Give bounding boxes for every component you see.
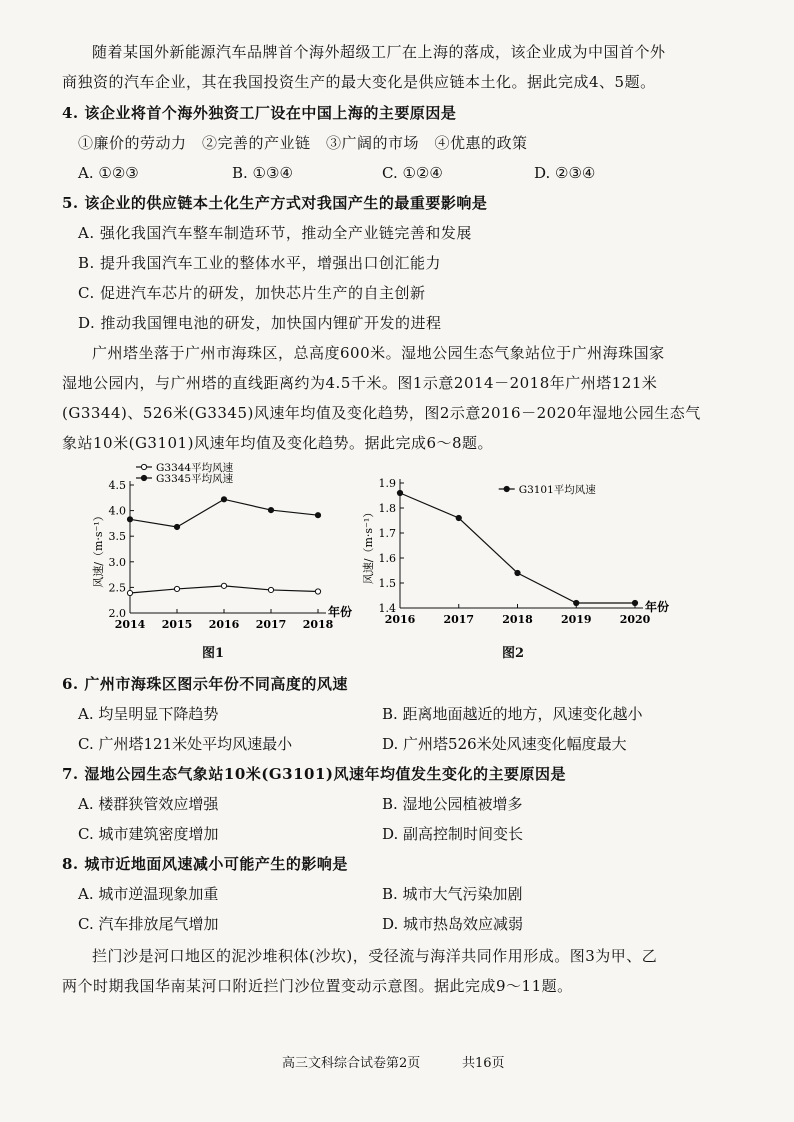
x-tick-label: 2017 (255, 618, 287, 631)
question-7-option-b: B. 湿地公园植被增多 (382, 795, 523, 813)
intro-paragraph-2-line-1: 广州塔坐落于广州市海珠区，总高度600米。湿地公园生态气象站位于广州海珠国家 (92, 344, 665, 362)
data-point (127, 590, 132, 595)
intro-paragraph-2-line-3: (G3344)、526米(G3345)风速年均值及变化趋势，图2示意2016－2020年湿地公园生态气 (62, 404, 701, 422)
x-tick-label: 2017 (443, 613, 475, 626)
figure-2-caption: 图2 (502, 646, 525, 661)
figure-2-chart (362, 465, 685, 635)
question-4-option-d: D. ②③④ (534, 164, 596, 182)
y-axis-label: 风速/（m·s⁻¹） (92, 510, 105, 588)
legend-marker (504, 486, 509, 491)
x-tick-label: 2020 (619, 613, 651, 626)
question-5-option-b: B. 提升我国汽车工业的整体水平，增强出口创汇能力 (78, 254, 442, 272)
y-tick-label: 1.8 (378, 502, 396, 515)
y-tick-label: 1.5 (378, 577, 396, 590)
question-8-option-b: B. 城市大气污染加剧 (382, 885, 523, 903)
question-7-option-c: C. 城市建筑密度增加 (78, 825, 219, 843)
x-axis-label: 年份 (328, 605, 353, 619)
footer-page-number: 高三文科综合试卷第2页 (282, 1056, 421, 1071)
x-tick-label: 2019 (560, 613, 592, 626)
footer-total-pages: 共16页 (462, 1056, 505, 1071)
question-6-stem: 6. 广州市海珠区图示年份不同高度的风速 (62, 675, 348, 693)
x-tick-label: 2018 (502, 613, 533, 626)
data-point (268, 507, 273, 512)
question-7-option-d: D. 副高控制时间变长 (382, 825, 524, 843)
intro-paragraph-3-line-2: 两个时期我国华南某河口附近拦门沙位置变动示意图。据此完成9～11题。 (62, 977, 573, 995)
data-point (456, 515, 461, 520)
intro-paragraph-2-line-2: 湿地公园内，与广州塔的直线距离约为4.5千米。图1示意2014－2018年广州塔121米 (62, 374, 658, 392)
question-6-option-a: A. 均呈明显下降趋势 (78, 705, 219, 723)
series-line (400, 493, 635, 603)
question-8-option-d: D. 城市热岛效应减弱 (382, 915, 524, 933)
data-point (127, 517, 132, 522)
intro-paragraph-1-line-1: 随着某国外新能源汽车品牌首个海外超级工厂在上海的落成，该企业成为中国首个外 (92, 43, 666, 61)
data-point (221, 583, 226, 588)
x-tick-label: 2014 (114, 618, 146, 631)
question-8-stem: 8. 城市近地面风速减小可能产生的影响是 (62, 855, 348, 873)
y-tick-label: 1.4 (378, 602, 396, 615)
question-7-stem: 7. 湿地公园生态气象站10米(G3101)风速年均值发生变化的主要原因是 (62, 765, 567, 783)
data-point (315, 589, 320, 594)
question-6-option-b: B. 距离地面越近的地方，风速变化越小 (382, 705, 643, 723)
series-line (130, 499, 318, 527)
question-5-option-a: A. 强化我国汽车整车制造环节，推动全产业链完善和发展 (78, 224, 472, 242)
question-4-stem: 4. 该企业将首个海外独资工厂设在中国上海的主要原因是 (62, 104, 457, 122)
question-7-option-a: A. 楼群狭管效应增强 (78, 795, 219, 813)
legend-marker (141, 464, 146, 469)
y-tick-label: 3.0 (108, 555, 126, 569)
y-tick-label: 4.5 (108, 479, 126, 492)
x-tick-label: 2018 (302, 618, 334, 631)
x-axis-label: 年份 (645, 600, 670, 614)
data-point (221, 497, 226, 502)
x-tick-label: 2015 (161, 618, 193, 631)
question-8-option-a: A. 城市逆温现象加重 (78, 885, 219, 903)
y-tick-label: 2.5 (108, 581, 126, 595)
legend-marker (141, 475, 146, 480)
legend-label: G3344平均风速 (156, 462, 234, 474)
intro-paragraph-1-line-2: 商独资的汽车企业，其在我国投资生产的最大变化是供应链本土化。据此完成4、5题。 (62, 73, 656, 91)
figure-1-caption: 图1 (202, 646, 225, 661)
question-5-option-c: C. 促进汽车芯片的研发，加快芯片生产的自主创新 (78, 284, 426, 302)
legend-label: G3101平均风速 (518, 484, 596, 496)
x-tick-label: 2016 (384, 613, 416, 626)
y-tick-label: 1.6 (378, 552, 396, 565)
question-4-option-b: B. ①③④ (232, 164, 293, 182)
data-point (315, 513, 320, 518)
intro-paragraph-2-line-4: 象站10米(G3101)风速年均值及变化趋势。据此完成6～8题。 (62, 434, 494, 452)
question-4-option-c: C. ①②④ (382, 164, 443, 182)
x-tick-label: 2016 (208, 618, 240, 631)
y-tick-label: 2.0 (108, 607, 126, 620)
data-point (574, 600, 579, 605)
question-5-option-d: D. 推动我国锂电池的研发，加快国内锂矿开发的进程 (78, 314, 442, 332)
legend-label: G3345平均风速 (156, 473, 234, 485)
question-6-option-d: D. 广州塔526米处风速变化幅度最大 (382, 735, 627, 753)
y-tick-label: 1.9 (378, 477, 396, 490)
y-tick-label: 1.7 (378, 527, 396, 540)
question-5-stem: 5. 该企业的供应链本土化生产方式对我国产生的最重要影响是 (62, 194, 488, 212)
intro-paragraph-3-line-1: 拦门沙是河口地区的泥沙堆积体(沙坎)，受径流与海洋共同作用形成。图3为甲、乙 (92, 947, 658, 965)
y-tick-label: 4.0 (108, 504, 126, 518)
y-tick-label: 3.5 (108, 530, 126, 544)
question-4-option-a: A. ①②③ (78, 164, 139, 182)
question-6-option-c: C. 广州塔121米处平均风速最小 (78, 735, 293, 753)
data-point (174, 586, 179, 591)
data-point (632, 600, 637, 605)
figure-1-chart (85, 462, 360, 635)
question-8-option-c: C. 汽车排放尾气增加 (78, 915, 219, 933)
data-point (515, 570, 520, 575)
question-4-items: ①廉价的劳动力 ②完善的产业链 ③广阔的市场 ④优惠的政策 (78, 134, 528, 152)
data-point (268, 587, 273, 592)
data-point (174, 524, 179, 529)
y-axis-label: 风速/（m·s⁻¹） (362, 506, 375, 585)
data-point (397, 490, 402, 495)
